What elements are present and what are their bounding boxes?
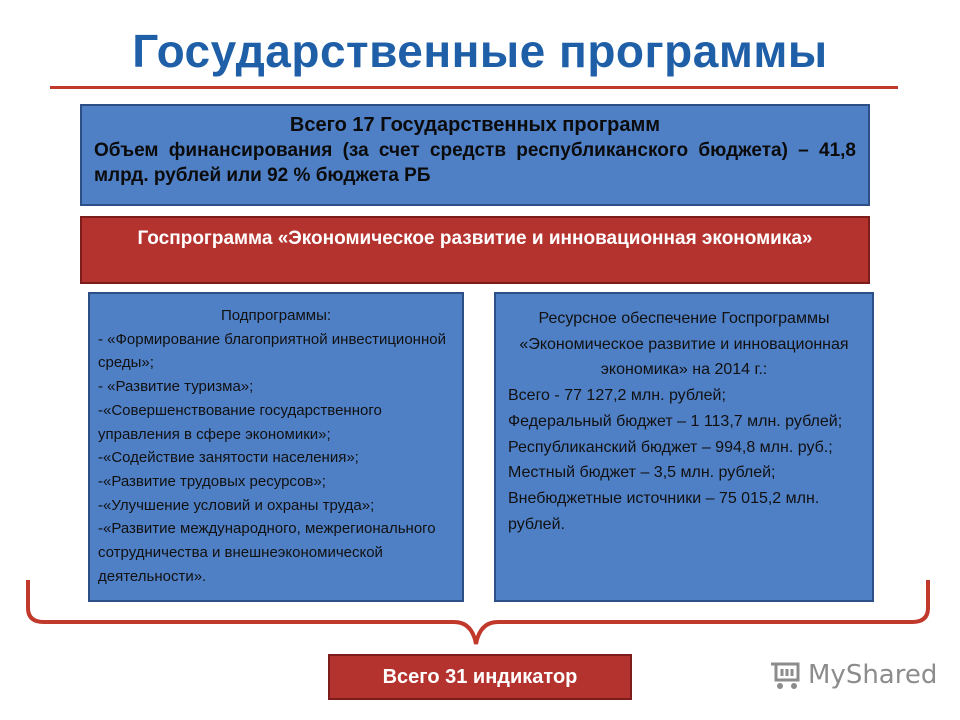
resources-heading: Ресурсное обеспечение Госпрограммы «Экономическое развитие и инновационная экономика» на 2014 г.:	[519, 310, 849, 379]
list-item: -«Содействие занятости населения»;	[98, 449, 359, 467]
list-item: Внебюджетные источники – 75 015,2 млн. рублей.	[508, 489, 820, 533]
title-divider	[50, 86, 898, 89]
subprograms-heading: Подпрограммы:	[220, 307, 332, 324]
summary-total: Всего 17 Государственных программ	[289, 114, 661, 136]
list-item: - «Формирование благоприятной инвестиционной среды»;	[98, 330, 446, 372]
myshared-logo	[770, 660, 937, 690]
indicator-box: Всего 31 индикатор	[328, 654, 632, 700]
summary-funding: Объем финансирования (за счет средств республиканского бюджета) – 41,8 млрд. рублей или 92 % бюджета РБ	[94, 140, 856, 186]
list-item: Всего - 77 127,2 млн. рублей;	[508, 387, 726, 405]
list-item: -«Развитие международного, межрегионального сотрудничества и внешнеэкономической деятельности».	[98, 520, 436, 585]
list-item: Местный бюджет – 3,5 млн. рублей;	[508, 464, 776, 482]
page-title: Государственные программы	[132, 25, 828, 77]
list-item: Республиканский бюджет – 994,8 млн. руб.;	[508, 438, 833, 456]
list-item: -«Совершенствование государственного управления в сфере экономики»;	[98, 401, 382, 443]
list-item: Федеральный бюджет – 1 113,7 млн. рублей;	[508, 412, 843, 430]
logo-text: MyShared	[808, 660, 938, 690]
cart-icon	[770, 660, 804, 690]
list-item: - «Развитие туризма»;	[98, 378, 254, 396]
list-item: -«Улучшение условий и охраны труда»;	[98, 496, 375, 514]
grouping-brace	[24, 578, 932, 648]
program-box: Госпрограмма «Экономическое развитие и инновационная экономика»	[80, 216, 870, 284]
resources-box	[494, 292, 874, 602]
list-item: -«Развитие трудовых ресурсов»;	[98, 472, 326, 490]
summary-box	[80, 104, 870, 206]
subprograms-box	[88, 292, 464, 602]
